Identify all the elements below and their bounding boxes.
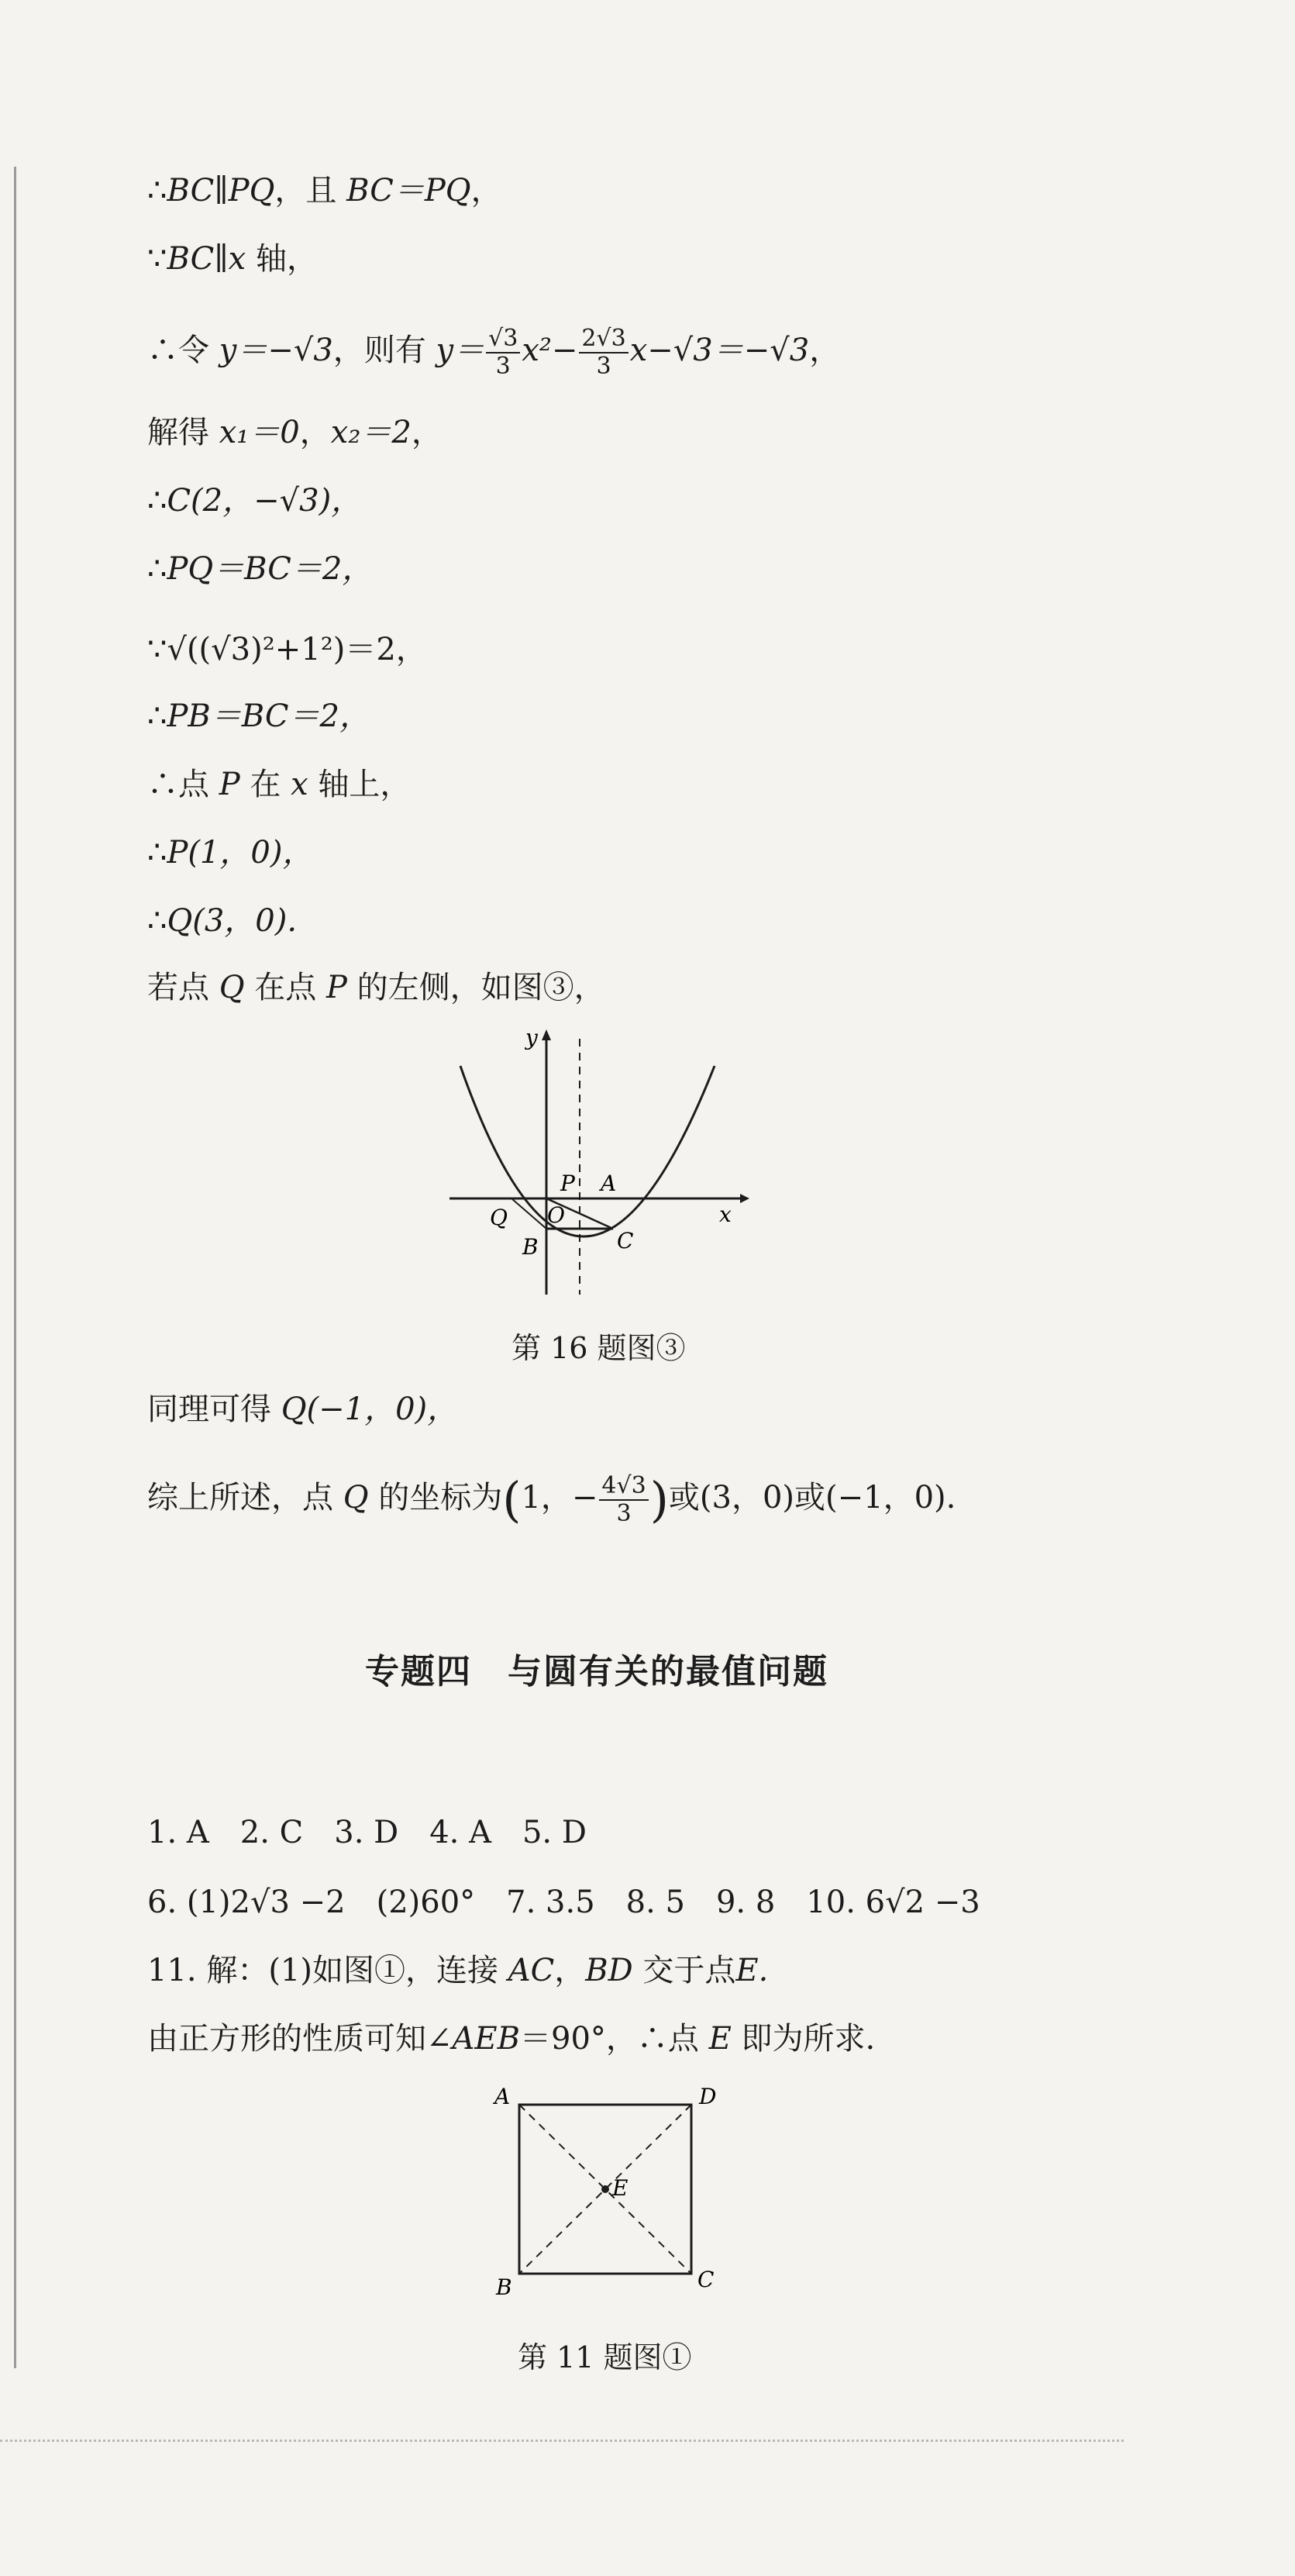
text: 即为所求. — [741, 2021, 876, 2057]
answers-row-1: 1. A 2. C 3. D 4. A 5. D — [147, 1815, 587, 1850]
solution-line-3: ∴令 y＝−√3，则有 y＝ $\frac{√3}{3}$ x²− $\frac{2√3}{3}$ x−√3＝−√3， — [147, 325, 841, 380]
solution-line-10: ∴P(1，0)， — [147, 835, 314, 871]
solution-line-6: ∴PQ＝BC＝2， — [147, 551, 374, 587]
solution-line-11: ∴Q(3，0). — [147, 903, 298, 939]
text: 交于点 — [642, 1953, 736, 1988]
expr: BD — [585, 1953, 633, 1988]
point-D-label: D — [699, 2084, 717, 2109]
expr: PQ＝BC＝2， — [167, 551, 374, 587]
point-C-label: C — [697, 2267, 715, 2292]
expr: E — [708, 2021, 732, 2057]
text: ， — [809, 333, 841, 368]
point-E-label: E — [612, 2175, 629, 2201]
text: 点 — [178, 767, 209, 802]
expr: BC＝PQ — [346, 173, 471, 209]
left-paren: ( — [502, 1471, 522, 1528]
text: 在点 — [254, 970, 317, 1005]
point-A-label: A — [601, 1171, 617, 1196]
text: 的坐标为 — [378, 1480, 503, 1516]
expr: x — [291, 767, 308, 802]
fraction-numerator: √3 — [486, 326, 520, 353]
expr: E. — [735, 1953, 769, 1988]
expr: y＝ — [436, 333, 485, 368]
text: 轴上， — [318, 767, 412, 802]
point-B-label: B — [496, 2274, 512, 2300]
expr: BC∥PQ — [167, 173, 275, 209]
text: ＝90°，∴点 — [520, 2021, 699, 2057]
figure-16-caption: 第 16 题图③ — [511, 1331, 686, 1365]
text: ，则有 — [332, 333, 426, 368]
solution-line-8: ∴PB＝BC＝2， — [147, 698, 370, 734]
x-axis-label: x — [719, 1202, 732, 1227]
point-Q-label: Q — [490, 1205, 508, 1230]
solution-line-12 — [147, 966, 605, 1009]
fraction-denominator: 3 — [596, 353, 611, 380]
expr: Q(3，0). — [167, 903, 298, 939]
y-axis-arrow — [542, 1029, 551, 1040]
point-B-label: B — [522, 1234, 539, 1260]
text: 11. 解：(1)如图①，连接 — [147, 1953, 498, 1988]
solution-line-5: ∴C(2，−√3)， — [147, 483, 363, 519]
solution-line-7: ∵√((√3)²+1²)＝2， — [147, 632, 427, 667]
fraction — [486, 326, 520, 380]
text: ， — [299, 415, 331, 450]
expr: BC∥x — [167, 241, 246, 277]
fraction-denominator: 3 — [616, 1500, 632, 1527]
expr: x²− — [522, 333, 578, 368]
text: ，且 — [274, 173, 337, 209]
answers-row-2: 6. (1)2√3 −2 (2)60° 7. 3.5 8. 5 9. 8 10. 6√2 −3 — [147, 1885, 980, 1920]
text: ， — [554, 1953, 586, 1988]
text: 令 — [178, 333, 209, 368]
origin-label: O — [547, 1202, 565, 1228]
fraction-numerator: 2√3 — [579, 326, 628, 353]
text: 轴， — [255, 241, 318, 277]
fraction — [579, 326, 628, 380]
expr: AC — [508, 1953, 555, 1988]
expr: √((√3)²+1²) — [167, 632, 346, 667]
margin-line — [14, 167, 16, 2368]
expr: Q — [219, 970, 245, 1005]
fraction-denominator: 3 — [495, 353, 511, 380]
text: 同理可得 — [147, 1391, 271, 1427]
bottom-dotted-divider — [0, 2440, 1124, 2442]
solution-line-9: ∴点 P 在 x 轴上， — [147, 767, 412, 802]
expr: C(2，−√3)， — [167, 483, 363, 519]
solution-line-4 — [147, 411, 443, 454]
expr: Q — [343, 1480, 369, 1516]
y-axis-label: y — [525, 1025, 538, 1050]
fraction — [599, 1473, 648, 1527]
expr: x₂＝2 — [330, 415, 412, 450]
right-paren: ) — [649, 1471, 669, 1528]
expr: x−√3＝−√3 — [629, 333, 810, 368]
expr: PB＝BC＝2， — [167, 698, 370, 734]
q11-line-2 — [147, 2017, 875, 2060]
solution-line-13 — [147, 1388, 458, 1431]
text: ， — [470, 173, 502, 209]
point-A-label: A — [494, 2084, 511, 2109]
expr: Q(−1，0)， — [281, 1391, 459, 1427]
expr: P(1，0)， — [167, 835, 314, 871]
point-P-label: P — [560, 1171, 575, 1196]
figure-16-parabola — [442, 1023, 752, 1302]
solution-line-2: ∵BC∥x 轴， — [147, 241, 318, 277]
expr: y＝−√3 — [219, 333, 333, 368]
expr: 1，− — [521, 1480, 598, 1516]
text: ， — [411, 415, 443, 450]
text: ＝2， — [345, 632, 427, 667]
text: 解得 — [147, 415, 209, 450]
fraction-numerator: 4√3 — [599, 1473, 648, 1501]
point-C-label: C — [617, 1228, 634, 1254]
text: 或(3，0)或(−1，0). — [668, 1480, 956, 1516]
point-E — [601, 2185, 609, 2193]
text: 由正方形的性质可知∠ — [147, 2021, 453, 2057]
expr: AEB — [452, 2021, 520, 2057]
text: 综上所述，点 — [147, 1480, 333, 1516]
expr: x₁＝0 — [219, 415, 300, 450]
expr: P — [325, 970, 347, 1005]
text: 在 — [250, 767, 281, 802]
x-axis-arrow — [740, 1194, 749, 1203]
section-title: 专题四 与圆有关的最值问题 — [365, 1652, 828, 1691]
text: 的左侧，如图③， — [356, 970, 605, 1005]
text: 若点 — [147, 970, 209, 1005]
figure-11-caption: 第 11 题图① — [518, 2340, 692, 2374]
solution-line-1: ∴BC∥PQ，且 BC＝PQ， — [147, 173, 502, 209]
expr: P — [219, 767, 240, 802]
figure-11-square — [488, 2078, 744, 2302]
solution-line-14 — [147, 1473, 956, 1527]
q11-line-1 — [147, 1949, 768, 1992]
